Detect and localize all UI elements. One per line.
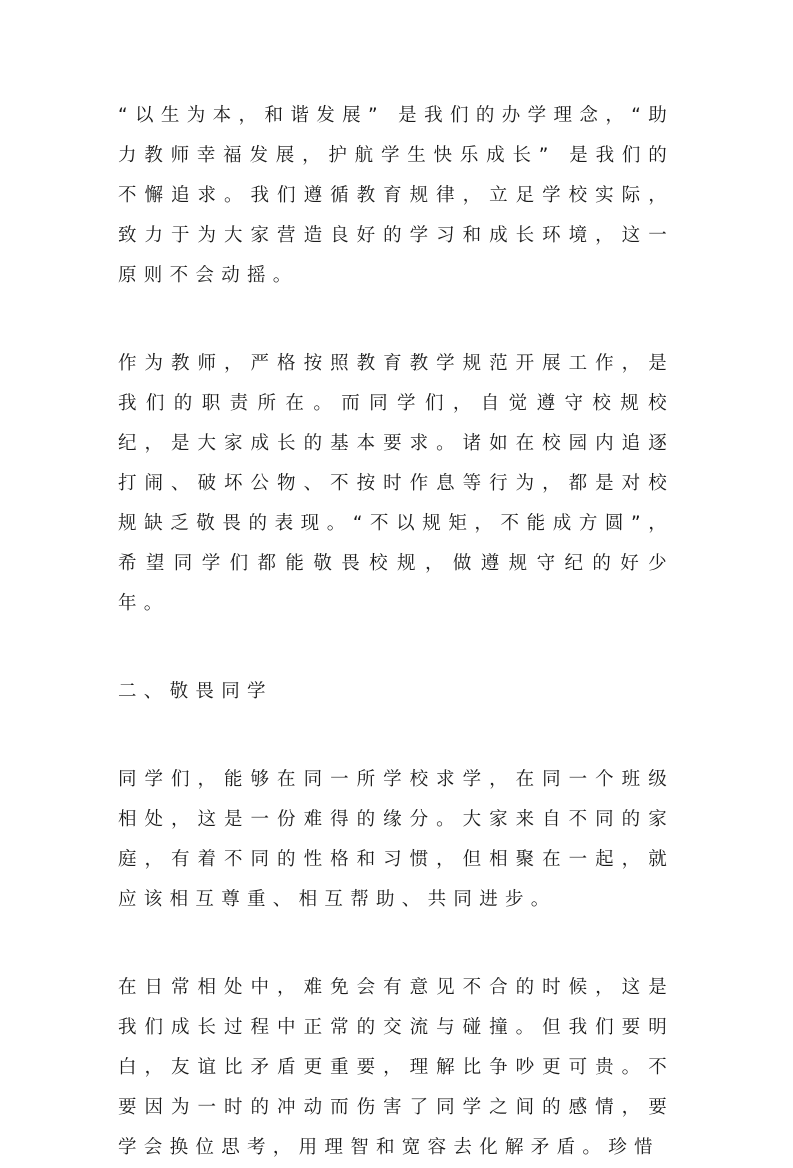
paragraph-school-rules: 作为教师，严格按照教育教学规范开展工作，是我们的职责所在。而同学们，自觉遵守校规校纪，是大家成长的基本要求。诸如在校园内追逐打闹、破坏公物、不按时作息等行为，都是对校规缺乏敬畏的表现。“不以规矩，不能成方圆”，希望同学们都能敬畏校规，做遵规守纪的好少年。 [118, 353, 674, 614]
section-heading-respect-classmates: 二、敬畏同学 [118, 681, 273, 702]
paragraph-classmates-bond: 同学们，能够在同一所学校求学，在同一个班级相处，这是一份难得的缘分。大家来自不同的家庭，有着不同的性格和习惯，但相聚在一起，就应该相互尊重、相互帮助、共同进步。 [118, 769, 674, 910]
paragraph-resolving-conflicts: 在日常相处中，难免会有意见不合的时候，这是我们成长过程中正常的交流与碰撞。但我们要明白，友谊比矛盾更重要，理解比争吵更可贵。不要因为一时的冲动而伤害了同学之间的感情，要学会换位思考，用理智和宽容去化解矛盾。珍惜 [118, 977, 674, 1158]
document-page [118, 96, 674, 1168]
paragraph-school-philosophy: “以生为本，和谐发展” 是我们的办学理念，“助力教师幸福发展，护航学生快乐成长” 是我们的不懈追求。我们遵循教育规律，立足学校实际，致力于为大家营造良好的学习和成长环境，这一原则不会动摇。 [118, 105, 674, 286]
